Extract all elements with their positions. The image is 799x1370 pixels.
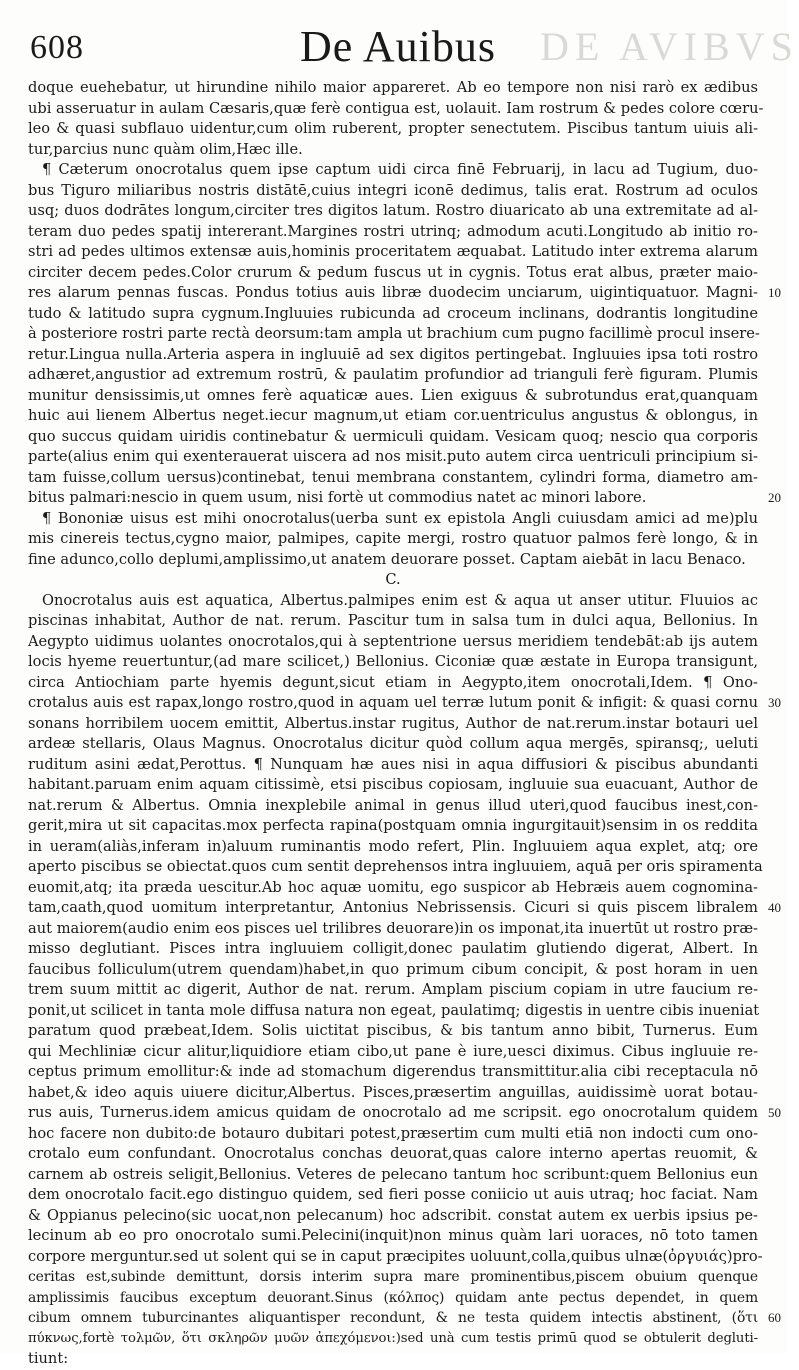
- text-line: adhæret,angustior ad extremum rostrū, & paulatim profundior ad trianguli ferè figuram. Plumis: [28, 366, 758, 383]
- text-line: retur.Lingua nulla.Arteria aspera in ingluuiē ad sex digitos pertingebat. Ingluuies ipsa toti rostro: [28, 345, 758, 363]
- text-line: lecinum ab eo pro onocrotalo sumi.Pelecini(inquit)non minus quàm lari uoraces, nō toto tamen: [28, 1227, 758, 1244]
- text-line: sonans horribilem uocem emittit, Albertus.instar rugitus, Author de nat.rerum.instar botauri uel: [28, 714, 758, 732]
- text-line: res alarum pennas fuscas. Pondus totius auis libræ duodecim unciarum, uigintiquatuor. Magni-: [28, 284, 758, 301]
- text-line: parte(alius enim qui exenterauerat uiscera ad nos misit.puto autem circa uentriculi principium si-: [28, 448, 758, 465]
- text-line: crotalus auis est rapax,longo rostro,quod in aquam uel terræ lutum ponit & infigit: & quasi cornu: [28, 694, 758, 711]
- text-line: bus Tiguro miliaribus nostris distātē,cuius integri iconē dedimus, talis erat. Rostrum ad oculos: [28, 181, 758, 199]
- text-line: faucibus folliculum(utrem quendam)habet,in quo primum cibum concipit, & post horam in uen: [28, 960, 758, 978]
- text-line: stri ad pedes ultimos extensæ auis,hominis proceritatem æquabat. Latitudo inter extrema alarum: [28, 243, 758, 260]
- text-line: gerit,mira ut sit capacitas.mox perfecta rapina(postquam omnia ingurgitauit)sensim in os reddita: [28, 817, 758, 834]
- text-line: quo succus quidam uiridis continebatur & uermiculi quidam. Vesicam quoq; nescio qua corporis: [28, 427, 758, 445]
- text-line: qui Mechliniæ cicur alitur,liquidiore etiam cibo,ut pane è iure,uesci diximus. Cibus ingluuie re-: [28, 1042, 758, 1060]
- text-line: mis cinereis tectus,cygno maior, palmipes, capite mergi, rostro quatuor palmos ferè longo, & in: [28, 530, 758, 547]
- text-line: doque euehebatur, ut hirundine nihilo maior appareret. Ab eo tempore non nisi rarò ex ædibus: [28, 79, 758, 96]
- text-line: corpore merguntur.sed ut solent qui se in caput præcipites uoluunt,colla,quibus ulnæ(ὀργυιάς)pro-: [28, 1247, 763, 1265]
- text-line: dem onocrotalo facit.ego distinguo quidem, sed fieri posse coniicio ut auis utraq; hoc faciat. Nam: [28, 1186, 758, 1203]
- bleed-through-text: DE AVIBVS: [540, 24, 799, 69]
- text-line: habet,& ideo aquis uiuere dicitur,Albertus. Pisces,præsertim anguillas, auidissimè uorat botau-: [28, 1083, 758, 1101]
- margin-line-number: 40: [768, 900, 781, 915]
- text-line: ceptus primum emollitur:& inde ad stomachum digerendus transmittitur.alia cibi receptacula nō: [28, 1063, 758, 1080]
- text-line: ¶ Bononiæ uisus est mihi onocrotalus(uerba sunt ex epistola Angli cuiusdam amici ad me)plu: [42, 509, 758, 527]
- text-line: misso deglutiant. Pisces intra ingluuiem colligit,donec paulatim glutiendo digerat, Albert. In: [28, 940, 758, 957]
- text-line: tam fuisse,collum uersus)continebat, tenui membrana constantem, cylindri forma, diametro am-: [28, 468, 758, 486]
- text-line: habitant.paruam enim aquam citissimè, etsi piscibus copiosam, ingluuie sua euacuant, Author de: [28, 776, 758, 793]
- text-line: ponit,ut scilicet in tanta mole diffusa natura non egeat, paulatimq; digestis in uentre cibis inueniat: [28, 1001, 760, 1019]
- text-line: aut maiorem(audio enim eos pisces uel trilibres deuorare)in os imponat,ita inuertūt ut rostro præ-: [28, 919, 758, 937]
- text-line: crotalo eum confundant. Onocrotalus conchas deuorat,quas calore interno apertas reuomit, &: [28, 1145, 758, 1162]
- text-line: nat.rerum & Albertus. Omnia inexplebile animal in genus illud uteri,quod faucibus inest,con-: [28, 796, 758, 814]
- margin-line-number: 50: [768, 1105, 781, 1120]
- text-line: usq; duos dodrātes longum,circiter tres digitos latum. Rostro diuaricato ab una extremitate ad al-: [28, 202, 758, 219]
- text-line: ruditum asini ædat,Perottus. ¶ Nunquam hæ aues nisi in aqua diffusiori & piscibus abundanti: [28, 755, 758, 773]
- text-line: carnem ab ostreis seligit,Bellonius. Veteres de pelecano tantum hoc scribunt:quem Bellonius eun: [28, 1165, 758, 1183]
- text-line: teram duo pedes spatij intererant.Margines rostri utrinq; admodum acuti.Longitudo ab initio ro-: [28, 222, 758, 240]
- text-line: circa Antiochiam parte hyemis degunt,sicut etiam in Aegypto,item onocrotali,Idem. ¶ Ono-: [28, 673, 758, 691]
- body-text: [28, 78, 764, 1370]
- margin-line-number: 10: [768, 285, 781, 300]
- text-line: huic aui lienem Albertus neget.iecur magnum,ut etiam cor.uentriculus angustus & oblongus, in: [28, 407, 758, 424]
- text-line: euomit,atq; ita præda uescitur.Ab hoc aquæ uomitu, ego suspicor ab Hebræis auem cognomina-: [28, 878, 758, 896]
- margin-line-number: 30: [768, 695, 781, 710]
- margin-line-number: 20: [768, 490, 781, 505]
- text-line: ceritas est,subinde demittunt, dorsis interim supra mare prominentibus,piscem obuium quenque: [28, 1269, 758, 1285]
- text-line: ¶ Cæterum onocrotalus quem ipse captum uidi circa finē Februarij, in lacu ad Tugium, duo-: [42, 161, 758, 178]
- text-line: piscinas inhabitat, Author de nat. rerum. Pascitur tum in salsa tum in dulci aqua, Bellonius. In: [28, 612, 758, 629]
- text-line: cibum omnem tuburcinantes aliquantisper recondunt, & ne testa quidem intectis abstinent, (ὅτι: [28, 1310, 758, 1326]
- text-line: trem suum mittit ac digerit, Author de nat. rerum. Amplam piscium copiam in utre faucium re-: [28, 981, 758, 998]
- text-line: bitus palmari:nescio in quem usum, nisi fortè ut commodius natet ac minori labore.: [28, 489, 647, 506]
- page-number: 608: [30, 29, 84, 66]
- text-line: Aegypto uidimus uolantes onocrotalos,qui à septentrione uersus meridiem tendebāt:ab ijs autem: [28, 632, 758, 650]
- text-line: tam,caath,quod uomitum interpretantur, Antonius Nebrissensis. Cicuri si quis piscem libralem: [28, 899, 758, 916]
- running-title: De Auibus: [300, 22, 496, 71]
- text-line: munitur densissimis,ut omnes ferè aquaticæ aues. Lien exiguus & subrotundus erat,quanquam: [28, 386, 758, 404]
- page-header: [0, 22, 799, 78]
- text-line: tudo & latitudo supra cygnum.Ingluuies rubicunda ad croceum inclinans, dodrantis longitudine: [28, 304, 758, 322]
- text-line: rus auis, Turnerus.idem amicus quidam de onocrotalo ad me scripsit. ego onocrotalum quidem: [28, 1104, 758, 1121]
- text-line: paratum quod præbeat,Idem. Solis uictitat piscibus, & bis tantum anno bibit, Turnerus. Eum: [28, 1022, 758, 1039]
- text-line: à posteriore rostri parte rectà deorsum:tam ampla ut brachium cum pugno facillimè procul insere-: [28, 325, 760, 342]
- section-heading: C.: [385, 571, 401, 588]
- text-line: in ueram(aliàs,inferam in)aluum ruminantis modo refert, Plin. Ingluuiem aqua explet, atq; ore: [28, 837, 758, 855]
- margin-line-number: 60: [768, 1310, 781, 1325]
- text-line: Onocrotalus auis est aquatica, Albertus.palmipes enim est & aqua ut anser utitur. Fluuios ac: [42, 591, 758, 609]
- text-line: locis hyeme reuertuntur,(ad mare scilicet,) Bellonius. Ciconiæ quæ æstate in Europa transigunt,: [28, 653, 758, 670]
- text-line: ubi asseruatur in aulam Cæsaris,quæ ferè contigua est, uolauit. Iam rostrum & pedes colore cœru-: [28, 99, 764, 117]
- text-line: tiunt:: [28, 1350, 69, 1367]
- text-line: ardeæ stellaris, Olaus Magnus. Onocrotalus dicitur quòd collum aqua mergēs, spiransq;, ueluti: [28, 735, 758, 752]
- text-line: amplissimis faucibus exceptum deuorant.Sinus (κόλπος) quidam ante pectus dependet, in quem: [28, 1289, 758, 1306]
- text-line: hoc facere non dubito:de botauro dubitari potest,præsertim cum multi etiā non indocti cum ono-: [28, 1124, 758, 1142]
- text-line: aperto piscibus se obiectat.quos cum sentit deprehensos intra ingluuiem, aquā per oris spiramenta: [28, 858, 763, 875]
- text-line: & Oppianus pelecino(sic uocat,non pelecanum) hoc adscribit. constat autem ex uerbis ipsius pe-: [28, 1206, 758, 1224]
- text-line: circiter decem pedes.Color crurum & pedum fuscus ut in cygnis. Totus erat albus, præter maio-: [28, 263, 758, 281]
- text-line: leo & quasi subflauo uidentur,cum olim ruberent, propter senectutem. Piscibus tantum uiuis ali-: [28, 120, 758, 137]
- text-line: πύκνως,fortè τολμῶν, ὅτι σκληρῶν μυῶν ἀπεχόμενοι:)sed unà cum testis primū quod se obtulerit degluti-: [28, 1330, 758, 1346]
- text-line: fine adunco,collo deplumi,amplissimo,ut anatem deuorare posset. Captam aiebāt in lacu Benaco.: [28, 550, 746, 568]
- text-line: tur,parcius nunc quàm olim,Hæc ille.: [28, 140, 303, 158]
